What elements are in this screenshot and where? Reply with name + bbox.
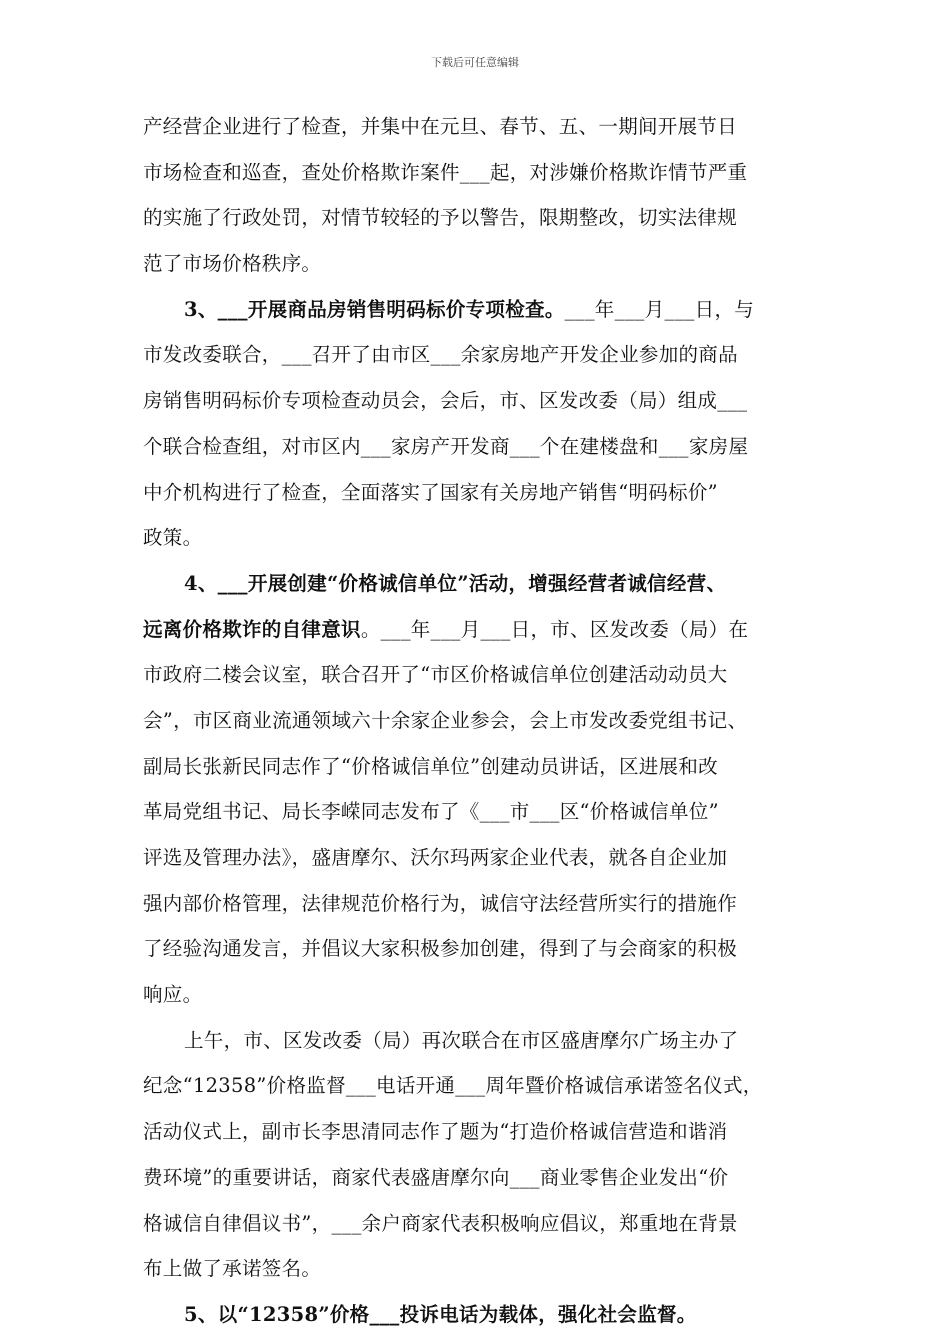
bold-heading-text: 远离价格欺诈的自律意识 xyxy=(143,617,361,641)
line-text: 。___年___月___日，市、区发改委（局）在 xyxy=(360,617,749,641)
text-line xyxy=(143,881,811,927)
line-text: 房销售明码标价专项检查动员会，会后，市、区发改委（局）组成___ xyxy=(143,389,748,413)
line-text: 响应。 xyxy=(143,983,203,1007)
line-text: 强内部价格管理，法律规范价格行为，诚信守法经营所实行的措施作 xyxy=(143,891,738,915)
text-line xyxy=(143,424,811,470)
line-text: 个联合检查组，对市区内___家房产开发商___个在建楼盘和___家房屋 xyxy=(143,434,749,458)
text-line xyxy=(143,378,811,424)
text-line xyxy=(143,150,811,196)
text-line xyxy=(143,1063,811,1109)
line-text: 格诚信自律倡议书”，___余户商家代表积极响应倡议，郑重地在背景 xyxy=(143,1211,738,1235)
text-line xyxy=(143,972,811,1018)
line-text: 范了市场价格秩序。 xyxy=(143,252,322,276)
text-line xyxy=(143,835,811,881)
line-text: 评选及管理办法》，盛唐摩尔、沃尔玛两家企业代表，就各自企业加 xyxy=(143,846,728,869)
text-line xyxy=(143,1109,811,1155)
text-line xyxy=(143,287,811,333)
line-text: 市场检查和巡查，查处价格欺诈案件___起，对涉嫌价格欺诈情节严重 xyxy=(143,160,748,184)
line-text: ___年___月___日，与 xyxy=(564,297,755,321)
line-text: 了经验沟通发言，并倡议大家积极参加创建，得到了与会商家的积极 xyxy=(143,937,738,961)
line-text: 政策。 xyxy=(143,526,203,550)
line-text: 布上做了承诺签名。 xyxy=(143,1257,322,1281)
text-line xyxy=(143,1155,811,1201)
text-line xyxy=(143,241,811,287)
line-text: 中介机构进行了检查，全面落实了国家有关房地产销售“明码标价” xyxy=(143,480,718,504)
bold-heading-text: 5、以“12358”价格___投诉电话为载体，强化社会监督。 xyxy=(184,1302,697,1326)
line-text: 活动仪式上，副市长李思清同志作了题为“打造价格诚信营造和谐消 xyxy=(143,1120,728,1144)
bold-heading-text: 4、___开展创建“价格诚信单位”活动，增强经营者诚信经营、 xyxy=(184,571,727,595)
text-line xyxy=(143,1292,811,1338)
line-text: 革局党组书记、局长李嵘同志发布了《___市___区“价格诚信单位” xyxy=(143,800,719,824)
line-text: 市发改委联合，___召开了由市区___余家房地产开发企业参加的商品 xyxy=(143,343,738,367)
text-line xyxy=(143,744,811,790)
line-text: 费环境”的重要讲话，商家代表盛唐摩尔向___商业零售企业发出“价 xyxy=(143,1165,729,1189)
document-body xyxy=(143,104,811,1338)
text-line xyxy=(143,698,811,744)
text-line xyxy=(143,652,811,698)
text-line xyxy=(143,926,811,972)
line-text: 上午，市、区发改委（局）再次联合在市区盛唐摩尔广场主办了 xyxy=(184,1028,739,1052)
text-line xyxy=(143,789,811,835)
text-line xyxy=(143,607,811,653)
text-line xyxy=(143,470,811,516)
line-text: 市政府二楼会议室，联合召开了“市区价格诚信单位创建活动动员大 xyxy=(143,663,728,687)
text-line xyxy=(143,561,811,607)
text-line xyxy=(143,104,811,150)
line-text: 会”，市区商业流通领域六十余家企业参会，会上市发改委党组书记、 xyxy=(143,708,748,732)
line-text: 纪念“12358”价格监督___电话开通___周年暨价格诚信承诺签名仪式， xyxy=(143,1074,763,1098)
line-text: 副局长张新民同志作了“价格诚信单位”创建动员讲话，区进展和改 xyxy=(143,754,718,778)
text-line xyxy=(143,1246,811,1292)
text-line xyxy=(143,515,811,561)
text-line xyxy=(143,1018,811,1064)
page-header-note: 下载后可任意编辑 xyxy=(431,56,519,69)
line-text: 的实施了行政处罚，对情节较轻的予以警告，限期整改，切实法律规 xyxy=(143,206,738,230)
text-line xyxy=(143,195,811,241)
line-text: 产经营企业进行了检查，并集中在元旦、春节、五、一期间开展节日 xyxy=(143,115,738,138)
text-line xyxy=(143,1201,811,1247)
text-line xyxy=(143,332,811,378)
bold-heading-text: 3、___开展商品房销售明码标价专项检查。 xyxy=(184,297,565,321)
